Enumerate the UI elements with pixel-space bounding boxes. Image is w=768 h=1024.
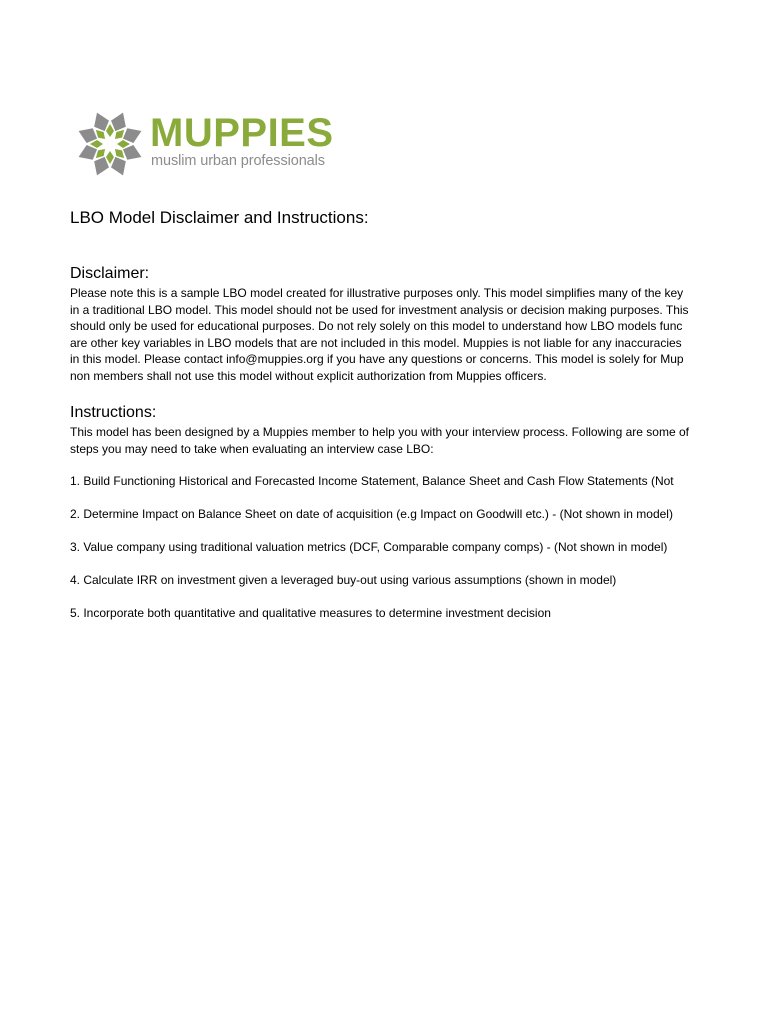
instructions-heading: Instructions: (70, 404, 157, 421)
logo-petal-inner (106, 151, 114, 164)
disclaimer-heading: Disclaimer: (70, 265, 150, 282)
logo-petal-inner (117, 140, 130, 148)
instruction-step-2: 2. Determine Impact on Balance Sheet on date of acquisition (e.g Impact on Goodwill etc.) - (Not shown in model) (70, 507, 673, 521)
instructions-intro-line: This model has been designed by a Muppies member to help you with your interview process. Following are some of (70, 425, 689, 439)
flower-logo-icon (74, 108, 146, 180)
logo-tagline: muslim urban professionals (151, 153, 325, 169)
page-title: LBO Model Disclaimer and Instructions: (70, 208, 369, 227)
instruction-step-4: 4. Calculate IRR on investment given a leveraged buy-out using various assumptions (shown in model) (70, 573, 617, 587)
muppies-logo (74, 108, 334, 180)
disclaimer-line: in this model. Please contact info@muppies.org if you have any questions or concerns. This model is solely for Mup (70, 352, 684, 366)
disclaimer-text (70, 285, 700, 384)
instruction-step-5: 5. Incorporate both quantitative and qualitative measures to determine investment decision (70, 606, 551, 620)
disclaimer-line: non members shall not use this model without explicit authorization from Muppies officers. (70, 368, 547, 383)
disclaimer-line: are other key variables in LBO models that are not included in this model. Muppies is not liable for any inaccuracies (70, 335, 682, 350)
logo-brand-text: MUPPIES (150, 111, 334, 155)
instructions-intro (70, 424, 700, 457)
instruction-step-3: 3. Value company using traditional valuation metrics (DCF, Comparable company comps) - (Not shown in model) (70, 540, 668, 554)
logo-petal-inner (90, 140, 103, 148)
logo-center (105, 139, 115, 149)
instruction-step-1: 1. Build Functioning Historical and Forecasted Income Statement, Balance Sheet and Cash Flow Statements (Not (70, 474, 674, 488)
instructions-intro-line: steps you may need to take when evaluating an interview case LBO: (70, 441, 434, 456)
disclaimer-line: in a traditional LBO model. This model should not be used for investment analysis or decision making purposes. This (70, 302, 689, 317)
disclaimer-line: Please note this is a sample LBO model created for illustrative purposes only. This model simplifies many of the key (70, 286, 684, 300)
disclaimer-line: should only be used for educational purposes. Do not rely solely on this model to understand how LBO models func (70, 319, 683, 333)
logo-petal-inner (106, 124, 114, 137)
